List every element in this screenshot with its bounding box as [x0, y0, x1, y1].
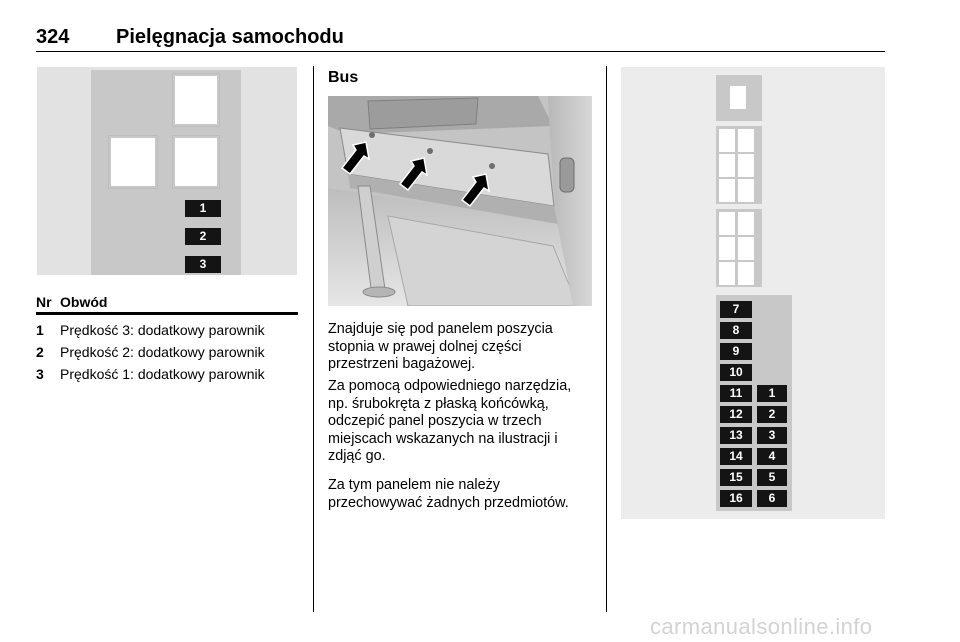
fuse-label: 10 [720, 364, 752, 381]
fuse-slot [719, 179, 735, 202]
column-header-nr: Nr [36, 294, 52, 310]
fuse-label: 3 [757, 427, 787, 444]
row-number: 2 [36, 344, 44, 360]
column-divider-right [606, 66, 607, 612]
fuse-label: 6 [757, 490, 787, 507]
paragraph-location: Znajduje się pod panelem poszycia stopnia w prawej dolnej części przestrzeni bagażowej. [328, 321, 553, 372]
fuse-label: 5 [757, 469, 787, 486]
fuse-label: 14 [720, 448, 752, 465]
fuse-label: 2 [185, 228, 221, 245]
fuse-slot [719, 262, 735, 285]
row-number: 3 [36, 366, 44, 382]
fuse-slot [738, 179, 754, 202]
relay-slot-left [109, 136, 157, 188]
fuse-slot [738, 154, 754, 177]
row-circuit: Prędkość 2: dodatkowy parownik [60, 344, 265, 360]
fuse-label: 2 [757, 406, 787, 423]
fuse-label: 11 [720, 385, 752, 402]
relay-slot-right [173, 136, 219, 188]
fuse-label: 13 [720, 427, 752, 444]
fuse-label: 3 [185, 256, 221, 273]
fuse-label: 8 [720, 322, 752, 339]
fuse-box-body [91, 70, 241, 275]
fuse-slot [719, 129, 735, 152]
fuse-slot [719, 212, 735, 235]
fuse-label: 1 [757, 385, 787, 402]
fuse-label: 12 [720, 406, 752, 423]
paragraph-warning: Za tym panelem nie należy przechowywać żadnych przedmiotów. [328, 477, 569, 511]
table-row [36, 318, 298, 340]
page-header [36, 26, 885, 52]
fuse-box-diagram-large [621, 67, 885, 519]
page-title: Pielęgnacja samochodu [116, 26, 344, 48]
fuse-slot [738, 237, 754, 260]
watermark: carmanualsonline.info [650, 614, 873, 639]
row-circuit: Prędkość 3: dodatkowy parownik [60, 322, 265, 338]
fuse-slot [719, 237, 735, 260]
column-header-circuit: Obwód [60, 294, 108, 310]
table-row [36, 362, 298, 384]
relay-slot [730, 86, 746, 109]
fuse-label: 15 [720, 469, 752, 486]
page-number: 324 [36, 26, 70, 48]
fuse-label: 9 [720, 343, 752, 360]
fuse-label: 16 [720, 490, 752, 507]
row-number: 1 [36, 322, 44, 338]
fuse-label: 4 [757, 448, 787, 465]
column-divider-left [313, 66, 314, 612]
fuse-label: 1 [185, 200, 221, 217]
row-circuit: Prędkość 1: dodatkowy parownik [60, 366, 265, 382]
section-heading: Bus [328, 69, 359, 86]
fuse-slot [719, 154, 735, 177]
fuse-table [36, 290, 298, 384]
fuse-slot [738, 212, 754, 235]
fuse-slot [738, 262, 754, 285]
table-header [36, 290, 298, 315]
luggage-compartment-illustration [328, 96, 592, 306]
table-row [36, 340, 298, 362]
fuse-label: 7 [720, 301, 752, 318]
paragraph-removal: Za pomocą odpowiedniego narzędzia, np. śrubokręta z płaską końcówką, odczepić panel poszycia w trzech miejscach wskazanych na ilustracji i zdjąć go. [328, 378, 572, 464]
fuse-slot [738, 129, 754, 152]
relay-slot-top [173, 74, 219, 126]
